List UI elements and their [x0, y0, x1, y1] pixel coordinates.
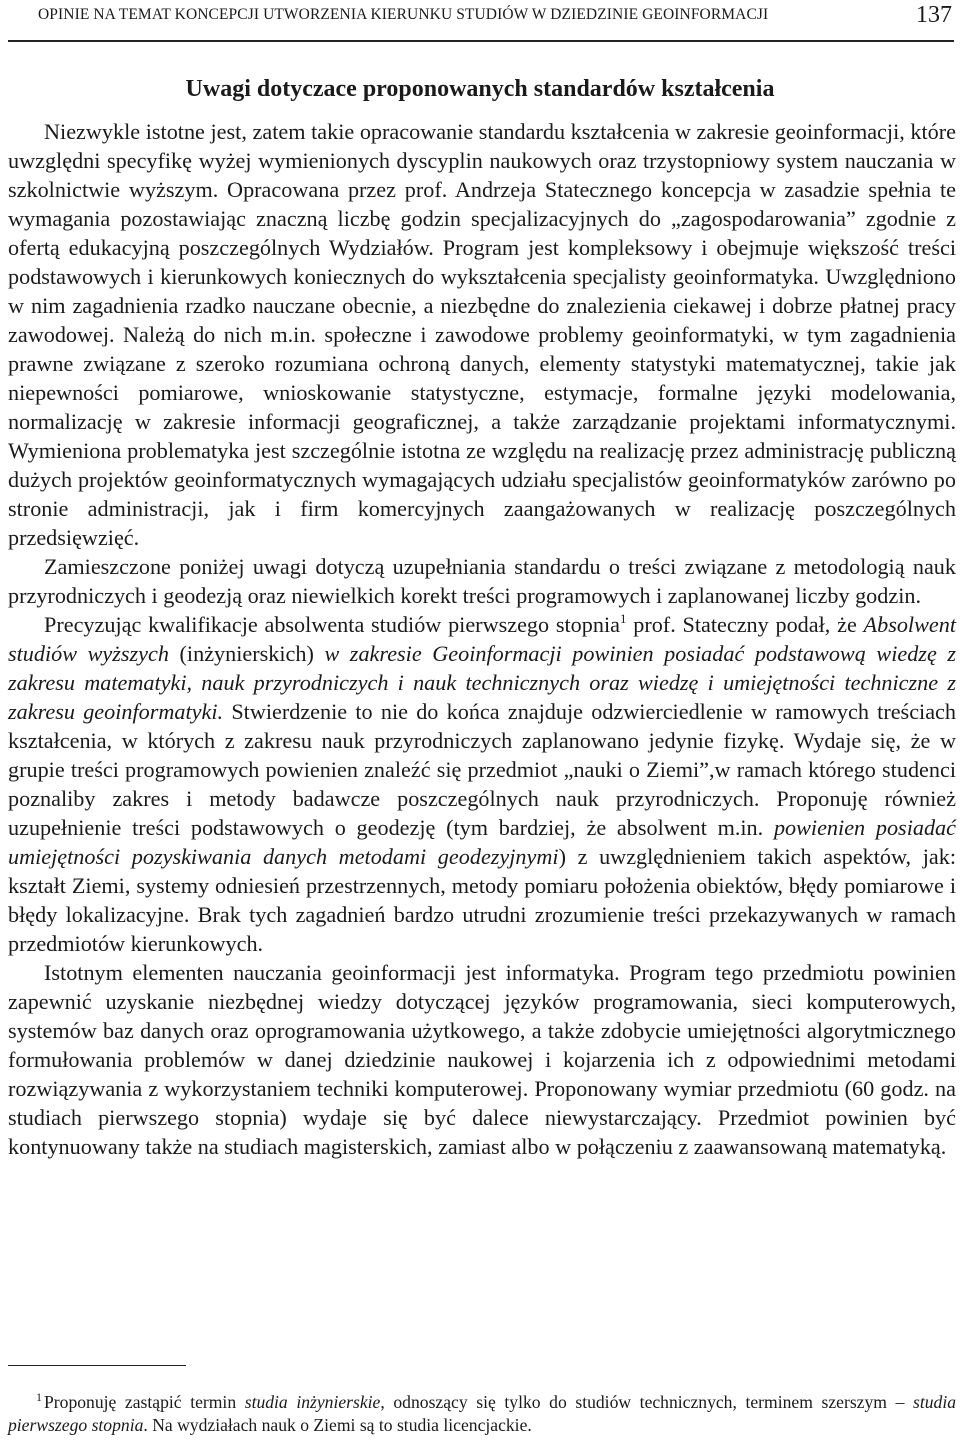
italic-text: powienien posiadać umiejętności pozyskiwania danych metodami geodezyjnymi: [8, 815, 956, 869]
text-run: Zamieszczone poniżej uwagi dotyczą uzupełniania standardu o treści związane z metodologią nauk przyrodniczych i geodezją oraz niewielkich korekt treści programowych i zaplanowanej liczby godzin.: [8, 554, 956, 608]
footnote: [8, 1391, 956, 1437]
footnote-marker: 1: [619, 611, 627, 626]
italic-text: w zakresie Geoinformacji powinien posiadać podstawową wiedzę z zakresu matematyki, nauk przyrodniczych i nauk technicznych oraz wiedzę i umiejętności techniczne z zakresu geoinformatyki.: [8, 641, 956, 724]
paragraph: [8, 117, 956, 552]
text-run: Stwierdzenie to nie do końca znajduje odzwierciedlenie w ramowych treściach kształcenia, w których z zakresu nauk przyrodniczych zaplanowano jedynie fizykę. Wydaje się, że w grupie treści programowych powienien znaleźć się przedmiot „nauki o Ziemi”,w ramach którego studenci poznaliby zakres i metody badawcze poszczególnych nauk przyrodniczych. Proponuję również uzupełnienie treści podstawowych o geodezję (tym bardziej, że absolwent m.in.: [8, 699, 956, 840]
footnote-divider: [8, 1365, 186, 1366]
article-body: [8, 117, 956, 1161]
text-run: Precyzując kwalifikacje absolwenta studiów pierwszego stopnia: [44, 612, 620, 637]
page-number: 137: [916, 2, 952, 28]
page-header: [8, 0, 954, 42]
paragraph: [8, 552, 956, 610]
paragraph: [8, 958, 956, 1161]
text-run: Istotnym elementen nauczania geoinformacji jest informatyka. Program tego przedmiotu powinien zapewnić uzyskanie niezbędnej wiedzy dotyczącej języków programowania, sieci komputerowych, systemów baz danych oraz oprogramowania użytkowego, a także zdobycie umiejętności algorytmicznego formułowania problemów w danej dziedzinie naukowej i kojarzenia ich z odpowiednimi metodami rozwiązywania z wykorzystaniem techniki komputerowej. Proponowany wymiar przedmiotu (60 godz. na studiach pierwszego stopnia) wydaje się być dalece niewystarczający. Przedmiot powinien być kontynuowany także na studiach magisterskich, zamiast albo w połączeniu z zaawansowaną matematyką.: [8, 960, 956, 1159]
text-run: prof. Stateczny podał, że: [626, 612, 864, 637]
text-run: . Na wydziałach nauk o Ziemi są to studia licencjackie.: [143, 1415, 532, 1435]
text-run: , odnoszący się tylko do studiów technicznych, terminem szerszym –: [380, 1392, 913, 1412]
section-title: Uwagi dotyczace proponowanych standardów kształcenia: [185, 76, 775, 102]
italic-text: Absolwent studiów wyższych: [8, 612, 956, 666]
text-run: Proponuję zastąpić termin: [44, 1392, 245, 1412]
text-run: Niezwykle istotne jest, zatem takie opracowanie standardu kształcenia w zakresie geoinformacji, które uwzględni specyfikę wyżej wymienionych dyscyplin naukowych oraz trzystopniowy system nauczania w szkolnictwie wyższym. Opracowana przez prof. Andrzeja Statecznego koncepcja w zasadzie spełnia te wymagania pozostawiając znaczną liczbę godzin specjalizacyjnych do „zagospodarowania” zgodnie z ofertą edukacyjną poszczególnych Wydziałów. Program jest kompleksowy i obejmuje większość treści podstawowych i kierunkowych koniecznych do wykształcenia specjalisty geoinformatyka. Uwzględniono w nim zagadnienia rzadko nauczane obecnie, a niezbędne do znalezienia ciekawej i dobrze płatnej pracy zawodowej. Należą do nich m.in. społeczne i zawodowe problemy geoinformatyki, w tym zagadnienia prawne związane z szeroko rozumiana ochroną danych, elementy statystyki matematycznej, takie jak niepewności pomiarowe, wnioskowanie statystyczne, estymacje, formalne języki modelowania, normalizację w zakresie informacji geograficznej, a także zarządzanie projektami informatycznymi. Wymieniona problematyka jest szczególnie istotna ze względu na realizację przez administrację publiczną dużych projektów geoinformatycznych wymagających udziału specjalistów geoinformatyków zarówno po stronie administracji, jak i firm komercyjnych zaangażowanych w realizację poszczególnych przedsięwzięć.: [8, 119, 956, 550]
text-run: ) z uwzględnieniem takich aspektów, jak: kształt Ziemi, systemy odniesień przestrzennych, metody pomiaru położenia obiektów, błędy pomiarowe i błędy lokalizacyjne. Brak tych zagadnień bardzo utrudni zrozumienie treści przekazywanych w ramach przedmiotów kierunkowych.: [8, 844, 957, 956]
italic-text: studia pierwszego stopnia: [8, 1392, 956, 1435]
paragraph: [8, 610, 956, 958]
footnote-marker: 1: [36, 1390, 42, 1404]
italic-text: studia inżynierskie: [244, 1392, 381, 1412]
running-head: OPINIE NA TEMAT KONCEPCJI UTWORZENIA KIERUNKU STUDIÓW W DZIEDZINIE GEOINFORMACJI: [38, 6, 769, 23]
text-run: (inżynierskich): [168, 641, 325, 666]
